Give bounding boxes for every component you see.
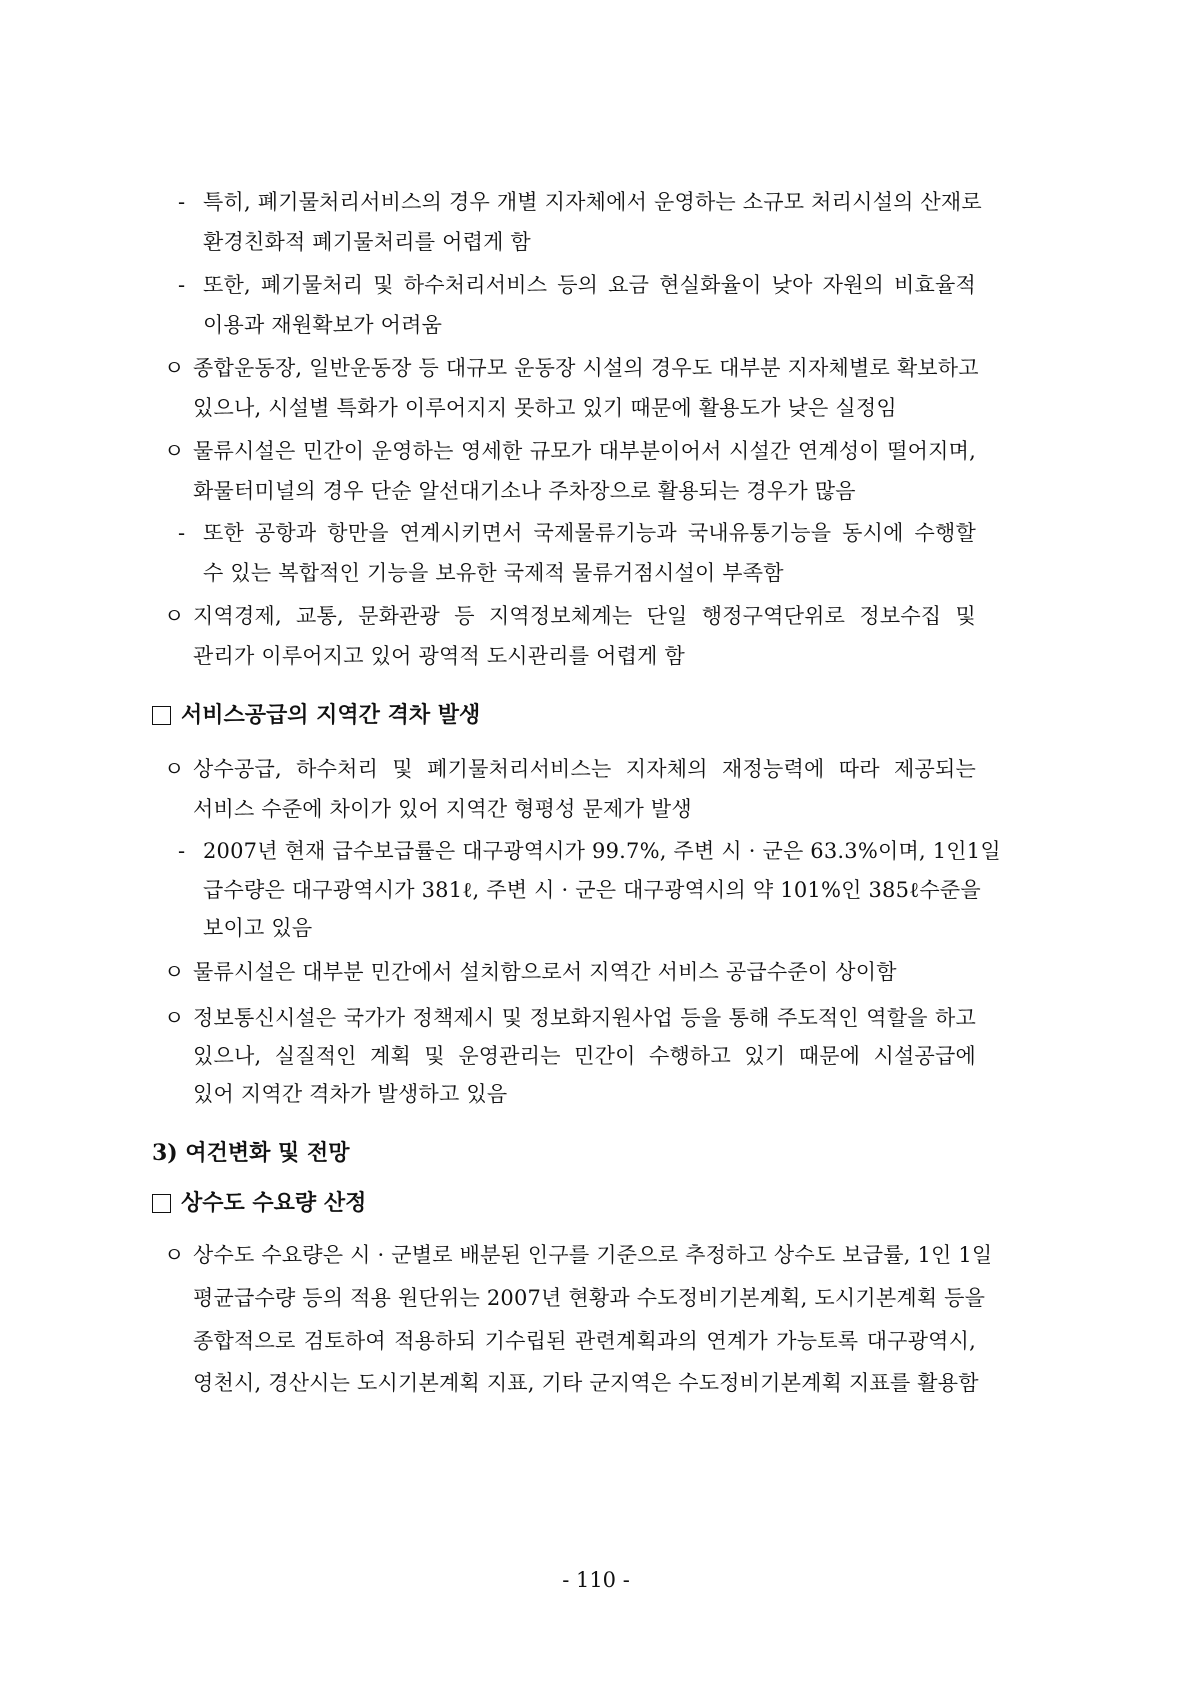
bullet-marker: ㅇ <box>164 757 185 781</box>
section-heading <box>152 1188 366 1218</box>
text-line: 화물터미널의 경우 단순 알선대기소나 주차장으로 활용되는 경우가 많음 <box>193 479 856 503</box>
text-line: 보이고 있음 <box>203 916 313 940</box>
heading-text: 상수도 수요량 산정 <box>181 1190 367 1216</box>
text-line: 물류시설은 민간이 운영하는 영세한 규모가 대부분이어서 시설간 연계성이 떨어지며, <box>193 439 976 463</box>
bullet-marker: ㅇ <box>164 1006 185 1030</box>
dash-marker: - <box>178 273 186 297</box>
text-line: 있어 지역간 격차가 발생하고 있음 <box>193 1082 508 1106</box>
text-line: 환경친화적 폐기물처리를 어렵게 함 <box>203 230 531 254</box>
dash-marker: - <box>178 521 186 545</box>
text-line: 물류시설은 대부분 민간에서 설치함으로서 지역간 서비스 공급수준이 상이함 <box>193 960 897 984</box>
dash-marker: - <box>178 190 186 214</box>
text-line: 이용과 재원확보가 어려움 <box>203 313 443 337</box>
text-line: 영천시, 경산시는 도시기본계획 지표, 기타 군지역은 수도정비기본계획 지표를 활용함 <box>193 1371 979 1395</box>
text-line: 또한 공항과 항만을 연계시키면서 국제물류기능과 국내유통기능을 동시에 수행할 <box>203 521 976 545</box>
bullet-marker: ㅇ <box>164 439 185 463</box>
text-line: 또한, 폐기물처리 및 하수처리서비스 등의 요금 현실화율이 낮아 자원의 비효율적 <box>203 273 976 297</box>
text-line: 수 있는 복합적인 기능을 보유한 국제적 물류거점시설이 부족함 <box>203 561 784 585</box>
text-line: 정보통신시설은 국가가 정책제시 및 정보화지원사업 등을 통해 주도적인 역할을 하고 <box>193 1006 976 1030</box>
text-line: 급수량은 대구광역시가 381ℓ, 주변 시 · 군은 대구광역시의 약 101%인 385ℓ수준을 <box>203 878 981 902</box>
text-line: 종합운동장, 일반운동장 등 대규모 운동장 시설의 경우도 대부분 지자체별로 확보하고 <box>193 356 979 380</box>
bullet-marker: ㅇ <box>164 1243 185 1267</box>
page-number: - 110 - <box>562 1568 630 1592</box>
text-line: 지역경제, 교통, 문화관광 등 지역정보체계는 단일 행정구역단위로 정보수집 및 <box>193 604 976 628</box>
bullet-marker: ㅇ <box>164 356 185 380</box>
checkbox-square-icon <box>152 706 171 725</box>
text-line: 서비스 수준에 차이가 있어 지역간 형평성 문제가 발생 <box>193 797 692 821</box>
text-line: 상수도 수요량은 시 · 군별로 배분된 인구를 기준으로 추정하고 상수도 보급률, 1인 1일 <box>193 1243 993 1267</box>
bullet-marker: ㅇ <box>164 604 185 628</box>
section-heading <box>152 700 480 730</box>
bullet-marker: ㅇ <box>164 960 185 984</box>
text-line: 종합적으로 검토하여 적용하되 기수립된 관련계획과의 연계가 가능토록 대구광역시, <box>193 1329 976 1353</box>
text-line: 상수공급, 하수처리 및 폐기물처리서비스는 지자체의 재정능력에 따라 제공되는 <box>193 757 976 781</box>
text-line: 있으나, 실질적인 계획 및 운영관리는 민간이 수행하고 있기 때문에 시설공급에 <box>193 1044 976 1068</box>
text-line: 평균급수량 등의 적용 원단위는 2007년 현황과 수도정비기본계획, 도시기본계획 등을 <box>193 1286 986 1310</box>
dash-marker: - <box>178 839 186 863</box>
text-line: 있으나, 시설별 특화가 이루어지지 못하고 있기 때문에 활용도가 낮은 실정임 <box>193 396 897 420</box>
text-line: 2007년 현재 급수보급률은 대구광역시가 99.7%, 주변 시 · 군은 63.3%이며, 1인1일 <box>203 839 1001 863</box>
text-line: 관리가 이루어지고 있어 광역적 도시관리를 어렵게 함 <box>193 644 685 668</box>
checkbox-square-icon <box>152 1194 171 1213</box>
heading-text: 서비스공급의 지역간 격차 발생 <box>181 702 481 728</box>
section-number-heading: 3) 여건변화 및 전망 <box>152 1140 350 1166</box>
text-line: 특히, 폐기물처리서비스의 경우 개별 지자체에서 운영하는 소규모 처리시설의 산재로 <box>203 190 982 214</box>
